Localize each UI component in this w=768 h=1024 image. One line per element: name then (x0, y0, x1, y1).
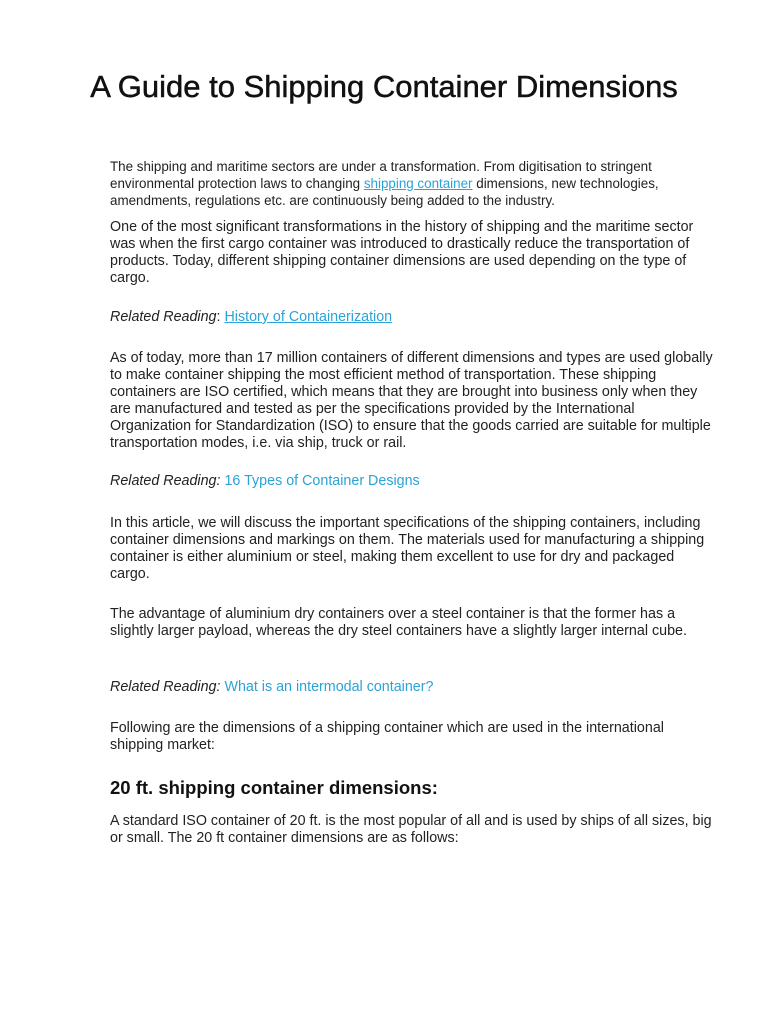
container-designs-link[interactable]: 16 Types of Container Designs (224, 473, 420, 489)
paragraph-aluminium: The advantage of aluminium dry containers over a steel container is that the former has a slightly larger payload, whereas the dry steel containers have a slightly larger internal cube. (110, 606, 687, 639)
related-reading-label: Related Reading: (110, 679, 221, 695)
paragraph-20ft: A standard ISO container of 20 ft. is the most popular of all and is used by ships of all sizes, big or small. The 20 ft container dimensions are as follows: (110, 813, 712, 846)
shipping-container-link[interactable]: shipping container (363, 176, 473, 191)
intro-paragraph (110, 158, 716, 209)
section-heading-20ft: 20 ft. shipping container dimensions: (110, 777, 438, 798)
intro-text-after: dimensions, new technologies, amendments, regulations etc. are continuously being added to the industry. (110, 176, 659, 208)
history-of-containerization-link[interactable]: History of Containerization (224, 309, 393, 325)
paragraph-following: Following are the dimensions of a shipping container which are used in the international shipping market: (110, 720, 664, 753)
related-reading-1 (110, 309, 716, 326)
related-reading-3 (110, 679, 716, 696)
intermodal-container-link[interactable]: What is an intermodal container? (224, 679, 434, 695)
related-reading-separator: : (216, 309, 225, 325)
related-reading-label: Related Reading (110, 309, 217, 325)
paragraph-history: One of the most significant transformations in the history of shipping and the maritime sector was when the first cargo container was introduced to drastically reduce the transportation of products. Today, different shipping container dimensions are used depending on the type of cargo. (110, 219, 694, 286)
paragraph-iso: As of today, more than 17 million containers of different dimensions and types are used globally to make container shipping the most efficient method of transportation. These shipping containers are ISO certified, which means that they are brought into business only when they are manufactured and tested as per the specifications provided by the International Organization for Standardization (ISO) to ensure that the goods carried are suitable for multiple transportation modes, i.e. via ship, truck or rail. (110, 350, 713, 451)
paragraph-article: In this article, we will discuss the important specifications of the shipping containers, including container dimensions and markings on them. The materials used for manufacturing a shipping container is either aluminium or steel, making them excellent to use for dry and packaged cargo. (110, 515, 705, 582)
intro-text-before: The shipping and maritime sectors are under a transformation. From digitisation to stringent environmental protection laws to changing (110, 159, 652, 191)
related-reading-label: Related Reading: (110, 473, 221, 489)
page-title: A Guide to Shipping Container Dimensions (90, 69, 678, 104)
related-reading-2 (110, 473, 716, 490)
